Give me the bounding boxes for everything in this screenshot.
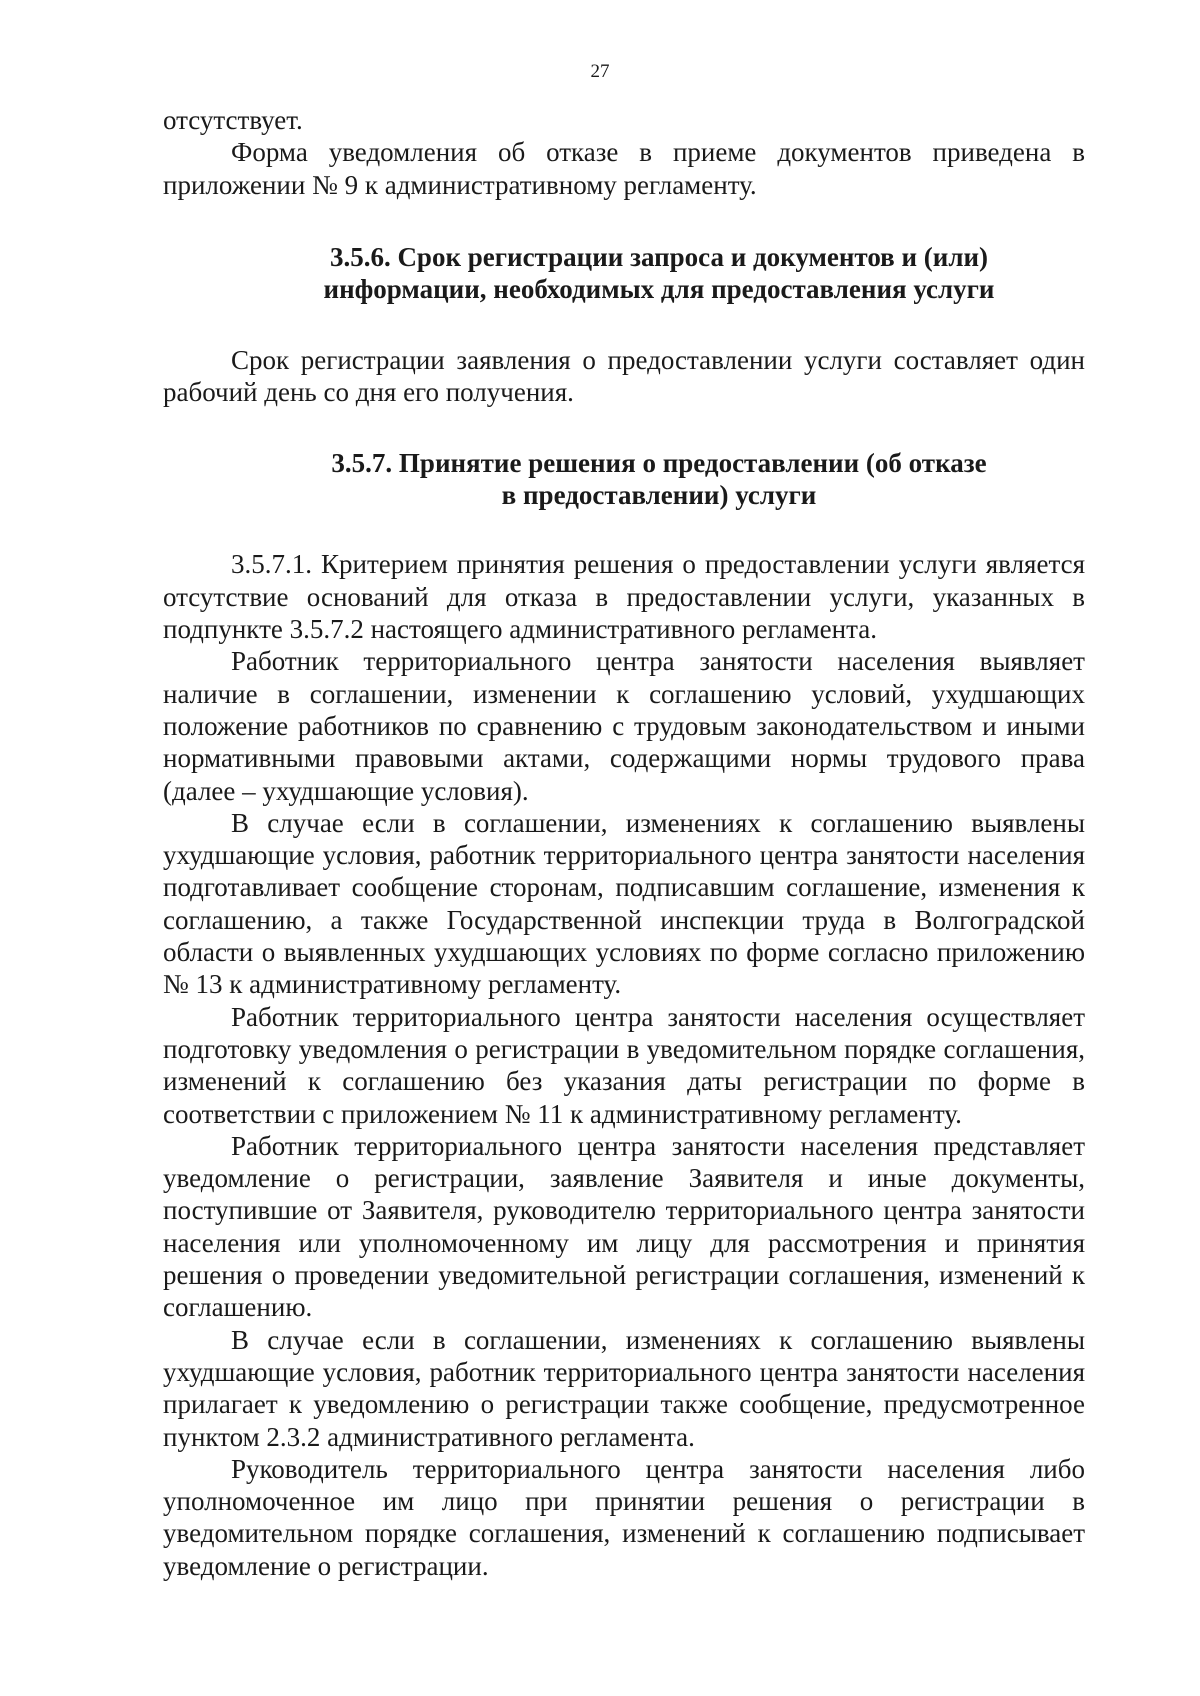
paragraph-form-notice: Форма уведомления об отказе в приеме документов приведена в приложении № 9 к административному регламенту. bbox=[163, 137, 1085, 200]
heading-line: информации, необходимых для предоставления услуги bbox=[323, 273, 995, 304]
paragraph-registration-term: Срок регистрации заявления о предоставлении услуги составляет один рабочий день со дня его получения. bbox=[163, 344, 1085, 408]
section-heading-3-5-7 bbox=[163, 447, 1085, 511]
heading-line: 3.5.6. Срок регистрации запроса и документов и (или) bbox=[329, 241, 989, 272]
page-number: 27 bbox=[590, 61, 610, 82]
paragraph-message-to-parties: В случае если в соглашении, изменениях к соглашению выявлены ухудшающие условия, работник территориального центра занятости населения подготавливает сообщение сторонам, подписавшим соглашение, изменения к соглашению, а также Государственной инспекции труда в Волгоградской области о выявленных ухудшающих условиях по форме согласно приложению № 13 к административному регламенту. bbox=[163, 807, 1085, 1000]
heading-line: 3.5.7. Принятие решения о предоставлении (об отказе bbox=[331, 448, 987, 479]
paragraph-criterion: 3.5.7.1. Критерием принятия решения о предоставлении услуги является отсутствие оснований для отказа в предоставлении услуги, указанных в подпункте 3.5.7.2 настоящего административного регламента. bbox=[163, 549, 1085, 645]
paragraph-continuation: отсутствует. bbox=[163, 105, 303, 135]
paragraph-attach-message: В случае если в соглашении, изменениях к соглашению выявлены ухудшающие условия, работник территориального центра занятости населения прилагает к уведомлению о регистрации также сообщение, предусмотренное пунктом 2.3.2 административного регламента. bbox=[163, 1324, 1085, 1452]
paragraph-submission-to-head: Работник территориального центра занятости населения представляет уведомление о регистрации, заявление Заявителя и иные документы, поступившие от Заявителя, руководителю территориального центра занятости населения или уполномоченному им лицу для рассмотрения и принятия решения о проведении уведомительной регистрации соглашения, изменений к соглашению. bbox=[163, 1130, 1085, 1323]
section-heading-3-5-6 bbox=[163, 241, 1085, 305]
document-body bbox=[163, 104, 1085, 1582]
heading-line: в предоставлении) услуги bbox=[501, 480, 817, 511]
paragraph-notice-preparation: Работник территориального центра занятости населения осуществляет подготовку уведомления о регистрации в уведомительном порядке соглашения, изменений к соглашению без указания даты регистрации по форме в соответствии с приложением № 11 к административному регламенту. bbox=[163, 1001, 1085, 1129]
paragraph-head-signs: Руководитель территориального центра занятости населения либо уполномоченное им лицо при принятии решения о регистрации в уведомительном порядке соглашения, изменений к соглашению подписывает уведомление о регистрации. bbox=[163, 1453, 1085, 1581]
paragraph-worsening-conditions: Работник территориального центра занятости населения выявляет наличие в соглашении, изменении к соглашению условий, ухудшающих положение работников по сравнению с трудовым законодательством и иными нормативными правовыми актами, содержащими нормы трудового права (далее – ухудшающие условия). bbox=[163, 646, 1085, 806]
